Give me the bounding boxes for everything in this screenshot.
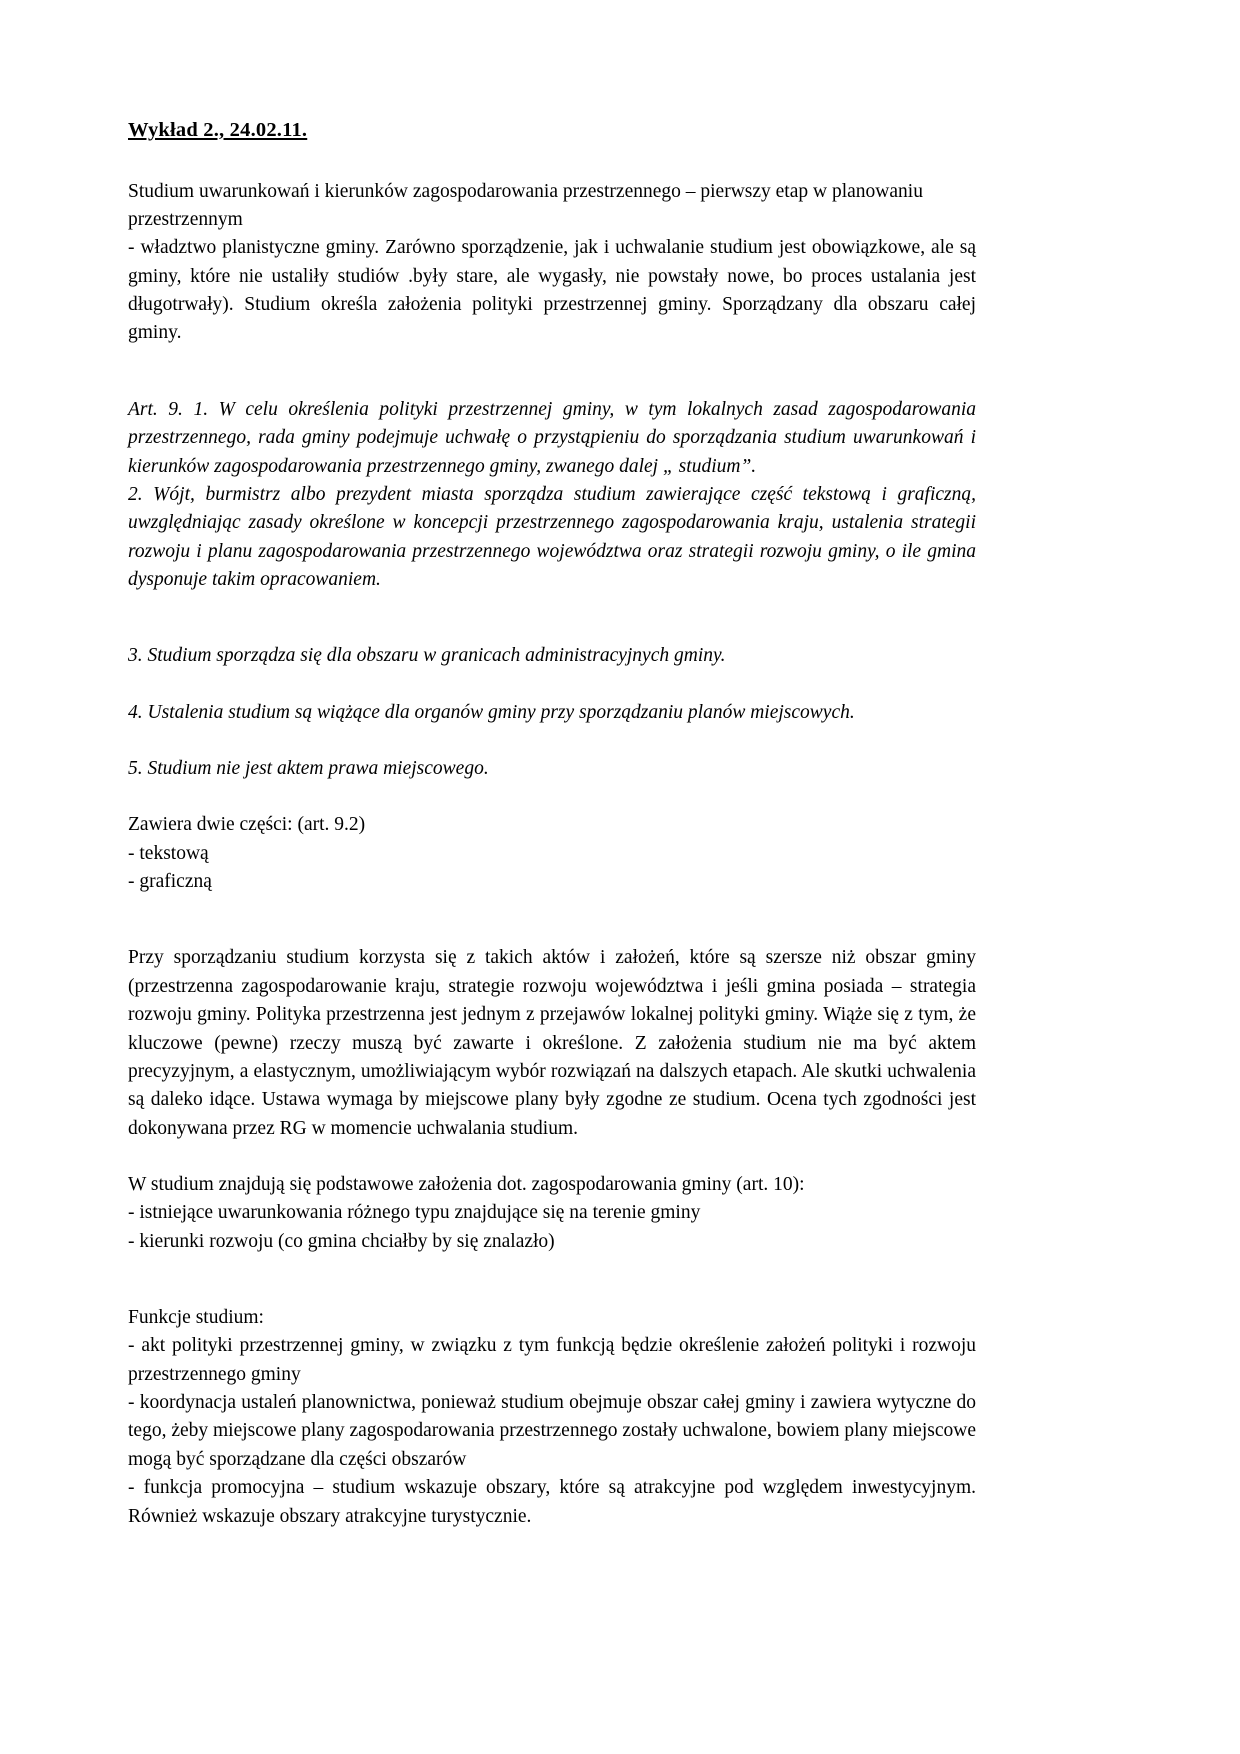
article-9-paragraph-1: Art. 9. 1. W celu określenia polityki przestrzennej gminy, w tym lokalnych zasad zagospodarowania przestrzennego, rada gminy podejmuje uchwałę o przystąpieniu do sporządzania studium uwarunkowań i kierunków zagospodarowania przestrzennego gminy, zwanego dalej „ studium”. [128,398,976,477]
spacer [128,916,976,944]
article-9-paragraph-3: 3. Studium sporządza się dla obszaru w granicach administracyjnych gminy. [128,645,726,667]
functions-list-item: - koordynacja ustaleń planownictwa, ponieważ studium obejmuje obszar całej gminy i zawiera wytyczne do tego, żeby miejscowe plany zagospodarowania przestrzennego zostały uchwalone, bowiem plany miejscowe mogą być sporządzane dla części obszarów [128,1392,976,1470]
spacer [128,614,976,642]
spacer [128,783,976,811]
section-article-10 [128,1171,976,1256]
article-9-paragraph-5: 5. Studium nie jest aktem prawa miejscowego. [128,758,489,780]
intro-body-text: - władztwo planistyczne gminy. Zarówno sporządzenie, jak i uchwalanie studium jest obowiązkowe, ale są gminy, które nie ustaliły studiów .były stare, ale wygasły, nie powstały nowe, bo proces ustalania jest długotrwały). Studium określa założenia polityki przestrzennej gminy. Sporządzany dla obszaru całej gminy. [128,237,976,344]
preparation-body-text: Przy sporządzaniu studium korzysta się z takich aktów i założeń, które są szersze niż obszar gminy (przestrzenna zagospodarowanie kraju, strategie rozwoju województwa i jeśli gmina posiada – strategia rozwoju gminy. Polityka przestrzenna jest jednym z przejawów lokalnej polityki gminy. Wiąże się z tym, że kluczowe (pewne) rzeczy muszą być zawarte i określone. Z założenia studium nie ma być aktem precyzyjnym, a elastycznym, umożliwiającym wybór rozwiązań na dalszych etapach. Ale skutki uchwalenia są daleko idące. Ustawa wymaga by miejscowe plany były zgodne ze studium. Ocena tych zgodności jest dokonywana przez RG w momencie uchwalania studium. [128,947,976,1139]
spacer [128,671,976,699]
article-10-heading: W studium znajdują się podstawowe założenia dot. zagospodarowania gminy (art. 10): [128,1173,805,1195]
functions-list-item: - funkcja promocyjna – studium wskazuje obszary, które są atrakcyjne pod względem inwestycyjnym. Również wskazuje obszary atrakcyjne turystycznie. [128,1477,976,1527]
article-10-list-item: - kierunki rozwoju (co gmina chciałby by się znalazło) [128,1230,555,1252]
spacer [128,1276,976,1304]
spacer [128,368,976,396]
article-9-paragraph-4: 4. Ustalenia studium są wiążące dla organów gminy przy sporządzaniu planów miejscowych. [128,701,855,723]
section-article-9 [128,396,976,595]
spacer [128,1143,976,1171]
parts-list-item: - tekstową [128,842,209,864]
functions-list-item: - akt polityki przestrzennej gminy, w związku z tym funkcją będzie określenie założeń polityki i rozwoju przestrzennego gminy [128,1335,976,1385]
parts-heading: Zawiera dwie części: (art. 9.2) [128,814,366,836]
spacer [128,727,976,755]
section-intro [128,178,976,348]
article-9-paragraph-2: 2. Wójt, burmistrz albo prezydent miasta sporządza studium zawierające część tekstową i graficzną, uwzględniając zasady określone w koncepcji przestrzennego zagospodarowania kraju, ustalenia strategii rozwoju i planu zagospodarowania przestrzennego województwa oraz strategii rozwoju gminy, o ile gmina dysponuje takim opracowaniem. [128,483,976,590]
section-parts [128,811,976,896]
section-functions [128,1304,976,1531]
article-10-list-item: - istniejące uwarunkowania różnego typu znajdujące się na terenie gminy [128,1202,701,1224]
document-body [128,118,976,1531]
page-title: Wykład 2., 24.02.11. [128,119,308,141]
intro-heading-text: Studium uwarunkowań i kierunków zagospodarowania przestrzennego – pierwszy etap w planowaniu przestrzennym [128,180,923,230]
parts-list-item: - graficzną [128,871,212,893]
functions-heading: Funkcje studium: [128,1307,264,1329]
